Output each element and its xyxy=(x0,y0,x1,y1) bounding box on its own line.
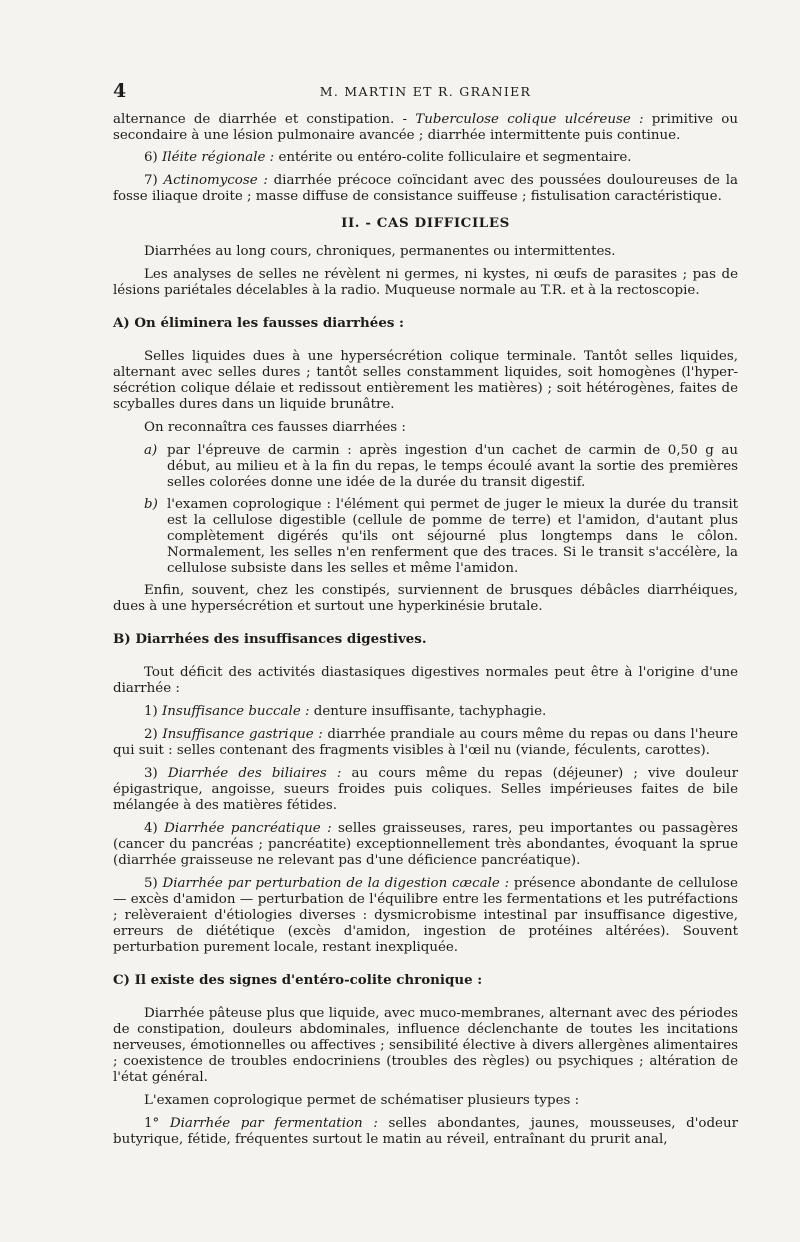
list-item-digestion-caecale: 5) Diarrhée par perturbation de la digestion cæcale : présence abondante de cellulose — excès d'amidon — perturbation de l'équilibre entre les fermentations et les putréfactions ; relèveraient d'étiologies diverses : dysmicrobisme intestinal par insuffisance digestive, erreurs de diététique (excès d'amidon, ingestion de protéines altérées). Souvent perturbation purement locale, restant inexpliquée. xyxy=(113,876,738,955)
paragraph-analyses: Les analyses de selles ne révèlent ni germes, ni kystes, ni œufs de parasites ; pas de lésions pariétales décelables à la radio. Muqueuse normale au T.R. et à la rectoscopie. xyxy=(113,267,738,298)
document-page xyxy=(113,80,738,1155)
subsection-title-a: A) On éliminera les fausses diarrhées : xyxy=(113,315,404,331)
page-number: 4 xyxy=(113,80,127,102)
list-text-a: par l'épreuve de carmin : après ingestion d'un cachet de carmin de 0,50 g au début, au milieu et à la fin du repas, le temps écoulé avant la sortie des premières selles colorées donne une idée de la durée du transit digestif. xyxy=(167,443,738,490)
paragraph-examen-coprologique: L'examen coprologique permet de schématiser plusieurs types : xyxy=(144,1093,580,1108)
paragraph-tuberculose: alternance de diarrhée et constipation. - Tuberculose colique ulcéreuse : primitive ou secondaire à une lésion pulmonaire avancée ; diarrhée intermittente puis continue. xyxy=(113,112,738,143)
section-title-cas-difficiles: II. - CAS DIFFICILES xyxy=(341,215,510,231)
paragraph-diarrhee-pateuse: Diarrhée pâteuse plus que liquide, avec muco-membranes, alternant avec des périodes de constipation, douleurs abdominales, influence déclenchante de toutes les incitations nerveuses, émotionnelles ou affectives ; sensibilité élective à divers allergènes alimentaires ; coexistence de troubles endocriniens (troubles des règles) ou psychiques ; altération de l'état général. xyxy=(113,1006,738,1085)
paragraph-ileite: 6) Iléite régionale : entérite ou entéro-colite folliculaire et segmentaire. xyxy=(144,150,632,165)
subsection-title-b: B) Diarrhées des insuffisances digestives. xyxy=(113,631,427,647)
paragraph-on-reconnaitra: On reconnaîtra ces fausses diarrhées : xyxy=(144,420,406,435)
list-text-b: l'examen coprologique : l'élément qui permet de juger le mieux la durée du transit est la cellulose digestible (cellule de pomme de terre) et l'amidon, d'autant plus complètement digérés qu'ils ont séjourné plus longtemps dans le côlon. Normalement, les selles n'en renferment que des traces. Si le transit s'accélère, la cellulose subsiste dans les selles et même l'amidon. xyxy=(167,497,738,576)
paragraph-actinomycose: 7) Actinomycose : diarrhée précoce coïncidant avec des poussées douloureuses de la fosse iliaque droite ; masse diffuse de consistance suiffeuse ; fistulisation caractéristique. xyxy=(113,173,738,204)
paragraph-tout-deficit: Tout déficit des activités diastasiques digestives normales peut être à l'origine d'une diarrhée : xyxy=(113,665,738,696)
list-item-fermentation: 1° Diarrhée par fermentation : selles abondantes, jaunes, mousseuses, d'odeur butyrique, fétide, fréquentes surtout le matin au réveil, entraînant du prurit anal, xyxy=(113,1116,738,1147)
list-item-b xyxy=(144,497,738,577)
subsection-title-c: C) Il existe des signes d'entéro-colite chronique : xyxy=(113,972,483,988)
paragraph-selles-liquides: Selles liquides dues à une hypersécrétion colique terminale. Tantôt selles liquides, alternant avec selles dures ; tantôt selles constamment liquides, soit homogènes (l'hyper-sécrétion colique délaie et redissout entièrement les matières) ; soit hétérogènes, faites de scyballes dures dans un liquide brunâtre. xyxy=(113,349,738,412)
list-item-a xyxy=(144,443,738,491)
list-label-a: a) xyxy=(144,443,158,458)
list-item-diarrhee-pancreatique: 4) Diarrhée pancréatique : selles graisseuses, rares, peu importantes ou passagères (cancer du pancréas ; pancréatite) exceptionnellement très abondantes, évoquant la sprue (diarrhée graisseuse ne relevant pas d'une déficience pancréatique). xyxy=(113,821,738,868)
page-header xyxy=(113,80,738,106)
list-label-b: b) xyxy=(144,497,158,512)
list-item-insuffisance-buccale: 1) Insuffisance buccale : denture insuffisante, tachyphagie. xyxy=(144,704,547,719)
list-item-insuffisance-gastrique: 2) Insuffisance gastrique : diarrhée prandiale au cours même du repas ou dans l'heure qui suit : selles contenant des fragments visibles à l'œil nu (viande, féculents, carottes). xyxy=(113,727,738,758)
paragraph-diarrhees-long-cours: Diarrhées au long cours, chroniques, permanentes ou intermittentes. xyxy=(144,244,616,259)
list-item-diarrhee-biliaires: 3) Diarrhée des biliaires : au cours même du repas (déjeuner) ; vive douleur épigastrique, angoisse, sueurs froides puis coliques. Selles impérieuses faites de bile mélangée à des matières fétides. xyxy=(113,766,738,813)
paragraph-enfin: Enfin, souvent, chez les constipés, surviennent de brusques débâcles diarrhéiques, dues à une hypersécrétion et surtout une hyperkinésie brutale. xyxy=(113,583,738,614)
running-title: M. MARTIN ET R. GRANIER xyxy=(319,84,532,99)
